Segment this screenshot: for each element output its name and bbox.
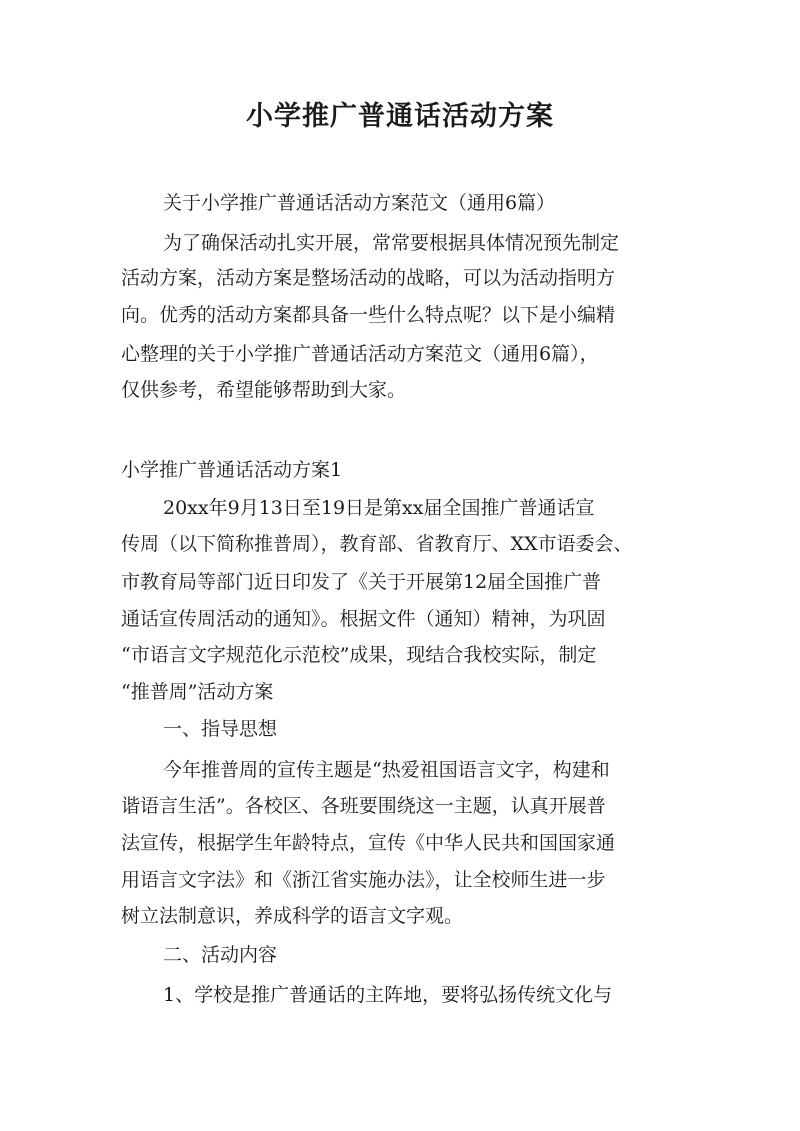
paragraph-line: “市语言文字规范化示范校”成果，现结合我校实际，制定 [121,644,597,666]
section-heading: 小学推广普通话活动方案1 [121,459,343,481]
document-title: 小学推广普通话活动方案 [246,101,554,132]
paragraph-line: 向。优秀的活动方案都具备一些什么特点呢？以下是小编精 [121,304,616,326]
paragraph-line: 法宣传，根据学生年龄特点，宣传《中华人民共和国国家通 [121,832,616,854]
paragraph-line: 通话宣传周活动的通知》。根据文件（通知）精神，为巩固 [121,608,606,630]
intro-heading: 关于小学推广普通话活动方案范文（通用6篇） [163,192,556,214]
paragraph-line: 谐语言生活”。各校区、各班要围绕这一主题，认真开展普 [121,795,606,817]
paragraph-line: 今年推普周的宣传主题是“热爱祖国语言文字，构建和 [163,759,610,781]
paragraph-line: 心整理的关于小学推广普通话活动方案范文（通用6篇）， [121,343,599,365]
paragraph-line: 活动方案，活动方案是整场活动的战略，可以为活动指明方 [121,267,616,289]
paragraph-line: 1、学校是推广普通话的主阵地，要将弘扬传统文化与 [163,984,613,1006]
subsection-heading: 一、指导思想 [163,718,278,740]
paragraph-line: 树立法制意识，养成科学的语言文字观。 [121,905,464,927]
paragraph-line: “推普周”活动方案 [121,681,274,703]
paragraph-line: 市教育局等部门近日印发了《关于开展第12届全国推广普 [121,571,602,593]
paragraph-line: 用语言文字法》和《浙江省实施办法》，让全校师生进一步 [121,869,606,891]
paragraph-line: 为了确保活动扎实开展，常常要根据具体情况预先制定 [163,232,620,254]
paragraph-line: 传周（以下简称推普周），教育部、省教育厅、XX市语委会、 [121,533,633,555]
subsection-heading: 二、活动内容 [163,944,278,966]
paragraph-line: 20xx年9月13日至19日是第xx届全国推广普通话宣 [163,497,595,519]
paragraph-line: 仅供参考，希望能够帮助到大家。 [121,379,407,401]
